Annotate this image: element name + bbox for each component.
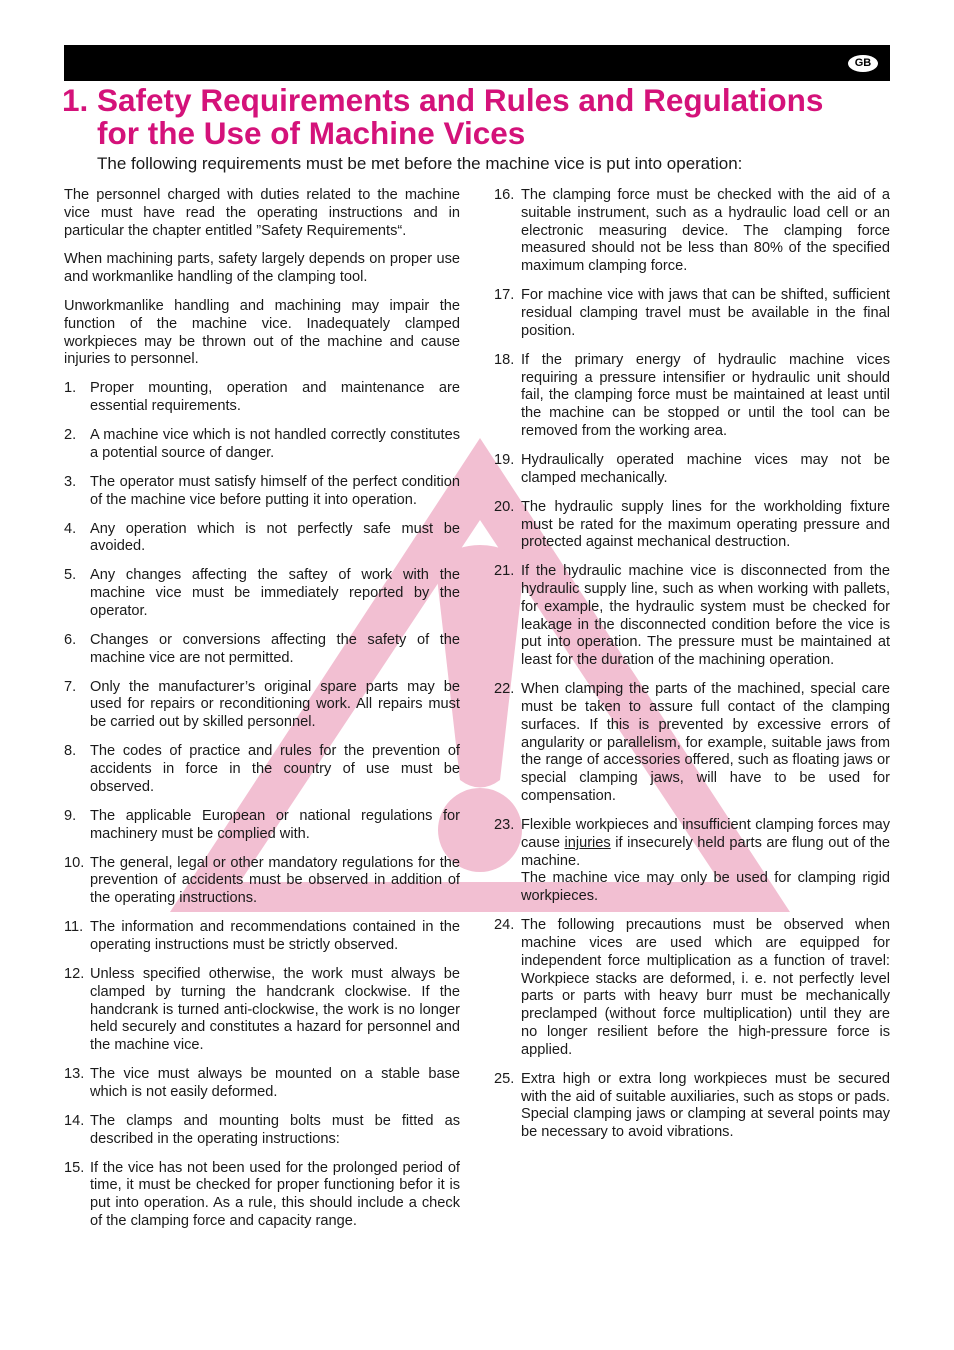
list-item	[494, 917, 890, 1059]
list-item	[64, 632, 460, 668]
list-item	[494, 287, 890, 340]
item-text: The vice must always be mounted on a stable base which is not easily deformed.	[90, 1066, 460, 1100]
item-number: 24.	[494, 917, 515, 934]
item-text: Only the manufacturer’s original spare parts may be used for repairs or reconditioning work. All repairs must be carried out by skilled personnel.	[90, 678, 460, 731]
list-item	[64, 474, 460, 510]
item-text: Changes or conversions affecting the safety of the machine vice are not permitted.	[90, 631, 460, 666]
page-title	[62, 84, 902, 150]
list-item	[494, 817, 890, 906]
list-item	[64, 966, 460, 1055]
item-number: 20.	[494, 498, 515, 515]
list-item	[494, 563, 890, 670]
list-item	[64, 567, 460, 620]
item-number: 18.	[494, 351, 515, 368]
item-number: 21.	[494, 563, 515, 580]
item-number: 1.	[64, 380, 77, 397]
item-text: The clamps and mounting bolts must be fitted as described in the operating instructions:	[90, 1112, 460, 1147]
intro-paragraph: Unworkmanlike handling and machining may impair the function of the machine vice. Inadequately clamped workpieces may be thrown out of the machine and cause injuries to personnel.	[64, 297, 460, 368]
item-number: 16.	[494, 187, 515, 203]
item-text: For machine vice with jaws that can be shifted, sufficient residual clamping travel must be available in the final position.	[521, 287, 890, 339]
list-item	[64, 743, 460, 796]
item-number: 22.	[494, 681, 515, 698]
item-number: 23.	[494, 817, 515, 834]
item-text: The hydraulic supply lines for the workholding fixture must be rated for the maximum operating pressure and protected against mechanical destruction.	[521, 498, 890, 551]
title-line-1: 1. Safety Requirements and Rules and Regulations	[62, 82, 824, 118]
item-text: The codes of practice and rules for the prevention of accidents in force in the country of use must be observed.	[90, 743, 460, 795]
list-item	[494, 352, 890, 441]
list-item	[494, 499, 890, 552]
list-item	[64, 521, 460, 557]
item-text-note: The machine vice may only be used for clamping rigid workpieces.	[521, 870, 890, 905]
list-item	[64, 855, 460, 908]
list-item	[494, 187, 890, 276]
list-item	[64, 1113, 460, 1149]
item-text: The information and recommendations contained in the operating instructions must be strictly observed.	[90, 919, 460, 953]
item-text	[521, 817, 890, 906]
item-text: Proper mounting, operation and maintenance are essential requirements.	[90, 380, 460, 414]
list-item	[64, 380, 460, 416]
item-text: Unless specified otherwise, the work must always be clamped by turning the handcrank clockwise. If the handcrank is turned anti-clockwise, the work is no longer held securely and constitutes a hazard for personnel and the machine vice.	[90, 965, 460, 1054]
item-text: The applicable European or national regulations for machinery must be complied with.	[90, 807, 460, 842]
list-item	[64, 679, 460, 732]
item-number: 19.	[494, 451, 515, 468]
item-text-part: if insecurely held parts are flung out of the machine.	[521, 834, 891, 869]
item-number: 8.	[64, 743, 77, 760]
right-column	[494, 187, 890, 1153]
item-number: 5.	[64, 567, 77, 584]
item-text: The general, legal or other mandatory regulations for the prevention of accidents must be observed in addition of the operating instructions.	[90, 854, 460, 907]
item-text: Any operation which is not perfectly safe must be avoided.	[90, 520, 460, 555]
item-number: 12.	[64, 965, 85, 982]
header-bar	[64, 45, 890, 81]
item-number: 7.	[64, 678, 77, 695]
item-number: 2.	[64, 426, 77, 443]
item-text-part: Flexible workpieces and insufficient clamping forces may cause	[521, 817, 890, 851]
item-text: A machine vice which is not handled correctly constitutes a potential source of danger.	[90, 426, 460, 461]
list-item	[494, 681, 890, 806]
item-number: 15.	[64, 1159, 85, 1176]
item-number: 10.	[64, 854, 85, 871]
list-item	[64, 808, 460, 844]
language-badge: GB	[848, 55, 878, 72]
list-item	[64, 1160, 460, 1231]
item-number: 17.	[494, 287, 515, 304]
item-number: 25.	[494, 1070, 515, 1087]
item-number: 3.	[64, 473, 77, 490]
item-number: 14.	[64, 1112, 85, 1129]
list-item	[64, 1066, 460, 1102]
underlined-word: injuries	[564, 834, 611, 851]
list-item	[64, 919, 460, 955]
list-item	[494, 1071, 890, 1142]
list-item	[64, 427, 460, 463]
intro-paragraph: When machining parts, safety largely depends on proper use and workmanlike handling of the clamping tool.	[64, 251, 460, 286]
item-text: If the primary energy of hydraulic machine vices requiring a pressure intensifier or hydraulic unit should fail, the clamping force must be maintained at least until the machine can be stopped or until the tool can be removed from the working area.	[521, 351, 890, 439]
item-number: 13.	[64, 1066, 85, 1083]
item-text: If the vice has not been used for the prolonged period of time, it must be checked for proper functioning befor it is put into operation. As a rule, this should include a check of the clamping force and capacity range.	[90, 1159, 460, 1230]
intro-paragraph: The personnel charged with duties related to the machine vice must have read the operating instructions and in particular the chapter entitled ”Safety Requirements“.	[64, 187, 460, 239]
item-number: 6.	[64, 631, 77, 648]
item-text: If the hydraulic machine vice is disconnected from the hydraulic supply line, such as when working with pallets, for example, the hydraulic system must be checked for leakage in the disconnected condition before the vice is put into operation. The pressure must be maintained at least for the duration of the machining operation.	[521, 563, 890, 669]
list-item	[494, 452, 890, 488]
item-text: Any changes affecting the saftey of work with the machine vice must be immediately reported by the operator.	[90, 567, 460, 619]
item-text: Extra high or extra long workpieces must be secured with the aid of suitable auxiliaries, such as stops or pads. Special clamping jaws or clamping at several points may be necessary to avoid vibrations.	[521, 1070, 890, 1141]
left-column	[64, 187, 460, 1242]
item-number: 9.	[64, 807, 77, 824]
item-text: The clamping force must be checked with the aid of a suitable instrument, such as a hydraulic load cell or an electronic measuring device. The clamping force measured should not be less than 80% of the specified maximum clamping force.	[521, 187, 890, 275]
item-text: Hydraulically operated machine vices may not be clamped mechanically.	[521, 451, 890, 486]
item-text: The following precautions must be observed when machine vices are used which are equipped for independent force multiplication as a function of travel: Workpiece stacks are deformed, i. e. not perfectly level parts or parts with heavy burr must be mechanically preclamped (without force multiplication) until they are no longer resilient before the high-pressure force is applied.	[521, 917, 890, 1058]
item-number: 4.	[64, 520, 77, 537]
item-text: The operator must satisfy himself of the perfect condition of the machine vice before putting it into operation.	[90, 473, 460, 508]
item-number: 11.	[64, 919, 84, 936]
title-line-2: for the Use of Machine Vices	[97, 115, 526, 151]
item-text: When clamping the parts of the machined, special care must be taken to assure full contact of the clamping surfaces. If this is prevented by excessive errors of angularity or parallelism, for example, suitable jaws from the range of accessories offered, such as floating jaws or special clamping jaws, will have to be used for compensation.	[521, 681, 890, 805]
page-subtitle: The following requirements must be met before the machine vice is put into operation:	[97, 154, 743, 173]
